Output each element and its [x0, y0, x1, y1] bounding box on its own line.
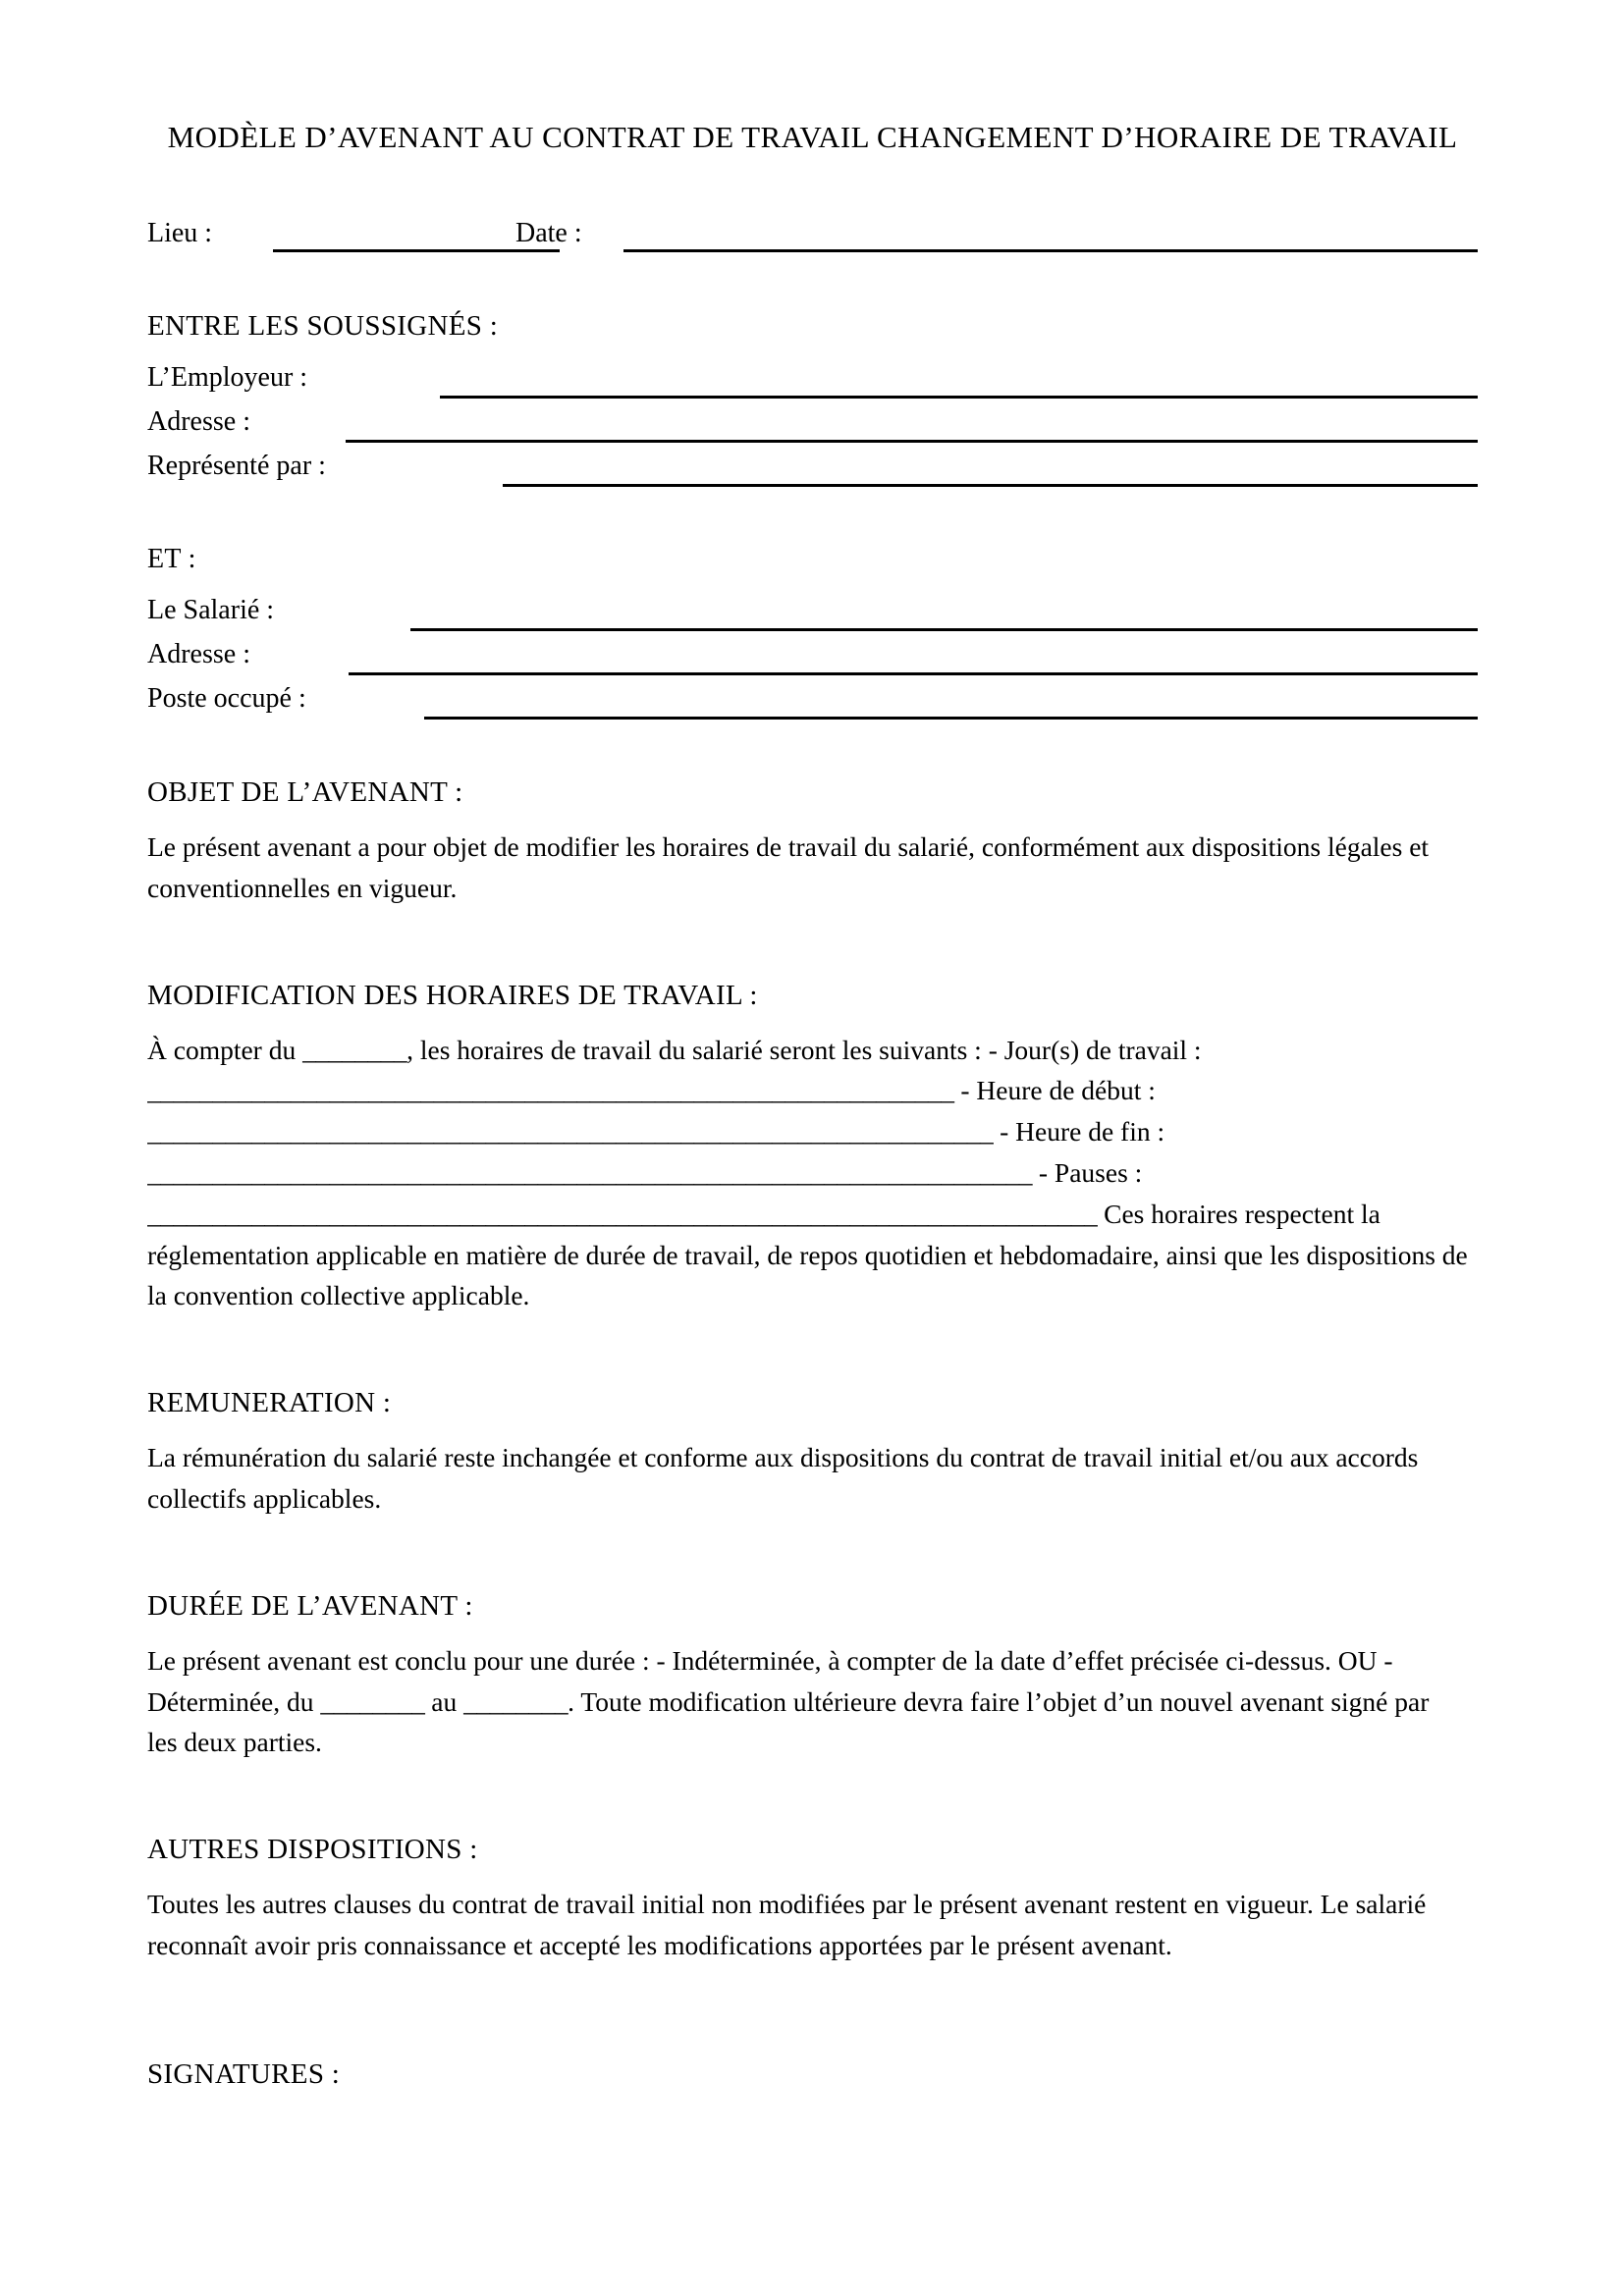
- pauses-value-line: [147, 1194, 1478, 1235]
- employee-name-label: Le Salarié :: [147, 595, 275, 626]
- employee-address-input-rule[interactable]: [349, 672, 1478, 675]
- modification-intro-line: [147, 1030, 1478, 1071]
- employer-representative-label: Représenté par :: [147, 451, 326, 482]
- employer-representative-input-rule[interactable]: [503, 484, 1478, 487]
- heure-debut-blank[interactable]: _________________________________________________________________: [147, 1116, 994, 1148]
- autres-dispositions-heading: AUTRES DISPOSITIONS :: [147, 1834, 478, 1866]
- heure-debut-line: [147, 1070, 1478, 1111]
- duree-body-line2: [147, 1682, 1478, 1723]
- modification-intro-suffix: , les horaires de travail du salarié seront les suivants : - Jour(s) de travail :: [406, 1034, 1202, 1065]
- pauses-line: [147, 1152, 1478, 1194]
- objet-body: Le présent avenant a pour objet de modifier les horaires de travail du salarié, conformément aux dispositions légales et conventionnelles en vigueur.: [147, 831, 1430, 903]
- pauses-blank[interactable]: _________________________________________________________________________: [147, 1198, 1098, 1229]
- duree-end-date-blank[interactable]: ________: [463, 1685, 568, 1717]
- modification-date-blank[interactable]: ________: [302, 1034, 407, 1065]
- employer-name-input-rule[interactable]: [440, 396, 1478, 399]
- employer-name-label: L’Employeur :: [147, 362, 308, 394]
- page-title: MODÈLE D’AVENANT AU CONTRAT DE TRAVAIL CHANGEMENT D’HORAIRE DE TRAVAIL: [167, 120, 1458, 154]
- employer-address-label: Adresse :: [147, 406, 250, 438]
- heure-fin-blank[interactable]: ____________________________________________________________________: [147, 1157, 1032, 1188]
- heure-fin-line: [147, 1111, 1478, 1152]
- employee-address-label: Adresse :: [147, 639, 250, 670]
- employee-name-input-rule[interactable]: [410, 628, 1478, 631]
- duree-body-line1: [147, 1640, 1478, 1682]
- lieu-input-rule[interactable]: [273, 249, 560, 252]
- employer-address-input-rule[interactable]: [346, 440, 1478, 443]
- employer-address-row: [147, 406, 1478, 451]
- employee-position-label: Poste occupé :: [147, 683, 306, 715]
- employer-representative-row: [147, 451, 1478, 495]
- et-label: ET :: [147, 544, 196, 575]
- date-label: Date :: [515, 218, 582, 249]
- duree-line2-suffix: . Toute modification ultérieure devra faire l’objet d’un nouvel avenant signé par: [568, 1685, 1430, 1717]
- duree-start-date-blank[interactable]: ________: [320, 1685, 425, 1717]
- document-content: [147, 0, 1478, 2089]
- pauses-label: - Pauses :: [1032, 1157, 1143, 1188]
- objet-heading: OBJET DE L’AVENANT :: [147, 776, 463, 809]
- jours-travail-blank[interactable]: ______________________________________________________________: [147, 1075, 954, 1106]
- modification-heading: MODIFICATION DES HORAIRES DE TRAVAIL :: [147, 979, 758, 1011]
- remuneration-heading: REMUNERATION :: [147, 1387, 392, 1419]
- autres-dispositions-body: Toutes les autres clauses du contrat de travail initial non modifiées par le présent avenant restent en vigueur. Le salarié reconnaît avoir pris connaissance et accepté les modifications apportées par le présent avenant.: [147, 1889, 1427, 1960]
- duree-line2-prefix: Déterminée, du: [147, 1685, 321, 1717]
- employee-name-row: [147, 595, 1478, 639]
- employee-position-row: [147, 683, 1478, 727]
- parties-heading: ENTRE LES SOUSSIGNÉS :: [147, 310, 499, 343]
- lieu-date-row: [147, 218, 1478, 261]
- employee-address-row: [147, 639, 1478, 683]
- duree-heading: DURÉE DE L’AVENANT :: [147, 1589, 473, 1622]
- horaires-respectent-text: Ces horaires respectent la: [1097, 1198, 1380, 1229]
- employee-position-input-rule[interactable]: [424, 717, 1478, 720]
- date-input-rule[interactable]: [623, 249, 1478, 252]
- duree-body-line3: [147, 1722, 1478, 1763]
- signatures-heading: SIGNATURES :: [147, 2057, 341, 2090]
- modification-intro-prefix: À compter du: [147, 1034, 303, 1065]
- employer-name-row: [147, 362, 1478, 406]
- duree-line3-text: les deux parties.: [147, 1727, 322, 1758]
- lieu-label: Lieu :: [147, 218, 213, 249]
- heure-debut-label: - Heure de début :: [953, 1075, 1156, 1106]
- duree-line1-text: Le présent avenant est conclu pour une durée : - Indéterminée, à compter de la date d’effet précisée ci-dessus. OU -: [147, 1644, 1393, 1676]
- modification-body-rest: réglementation applicable en matière de durée de travail, de repos quotidien et hebdomadaire, ainsi que les dispositions de la convention collective applicable.: [147, 1239, 1468, 1311]
- remuneration-body: La rémunération du salarié reste inchangée et conforme aux dispositions du contrat de travail initial et/ou aux accords collectifs applicables.: [147, 1442, 1419, 1514]
- duree-line2-middle: au: [424, 1685, 464, 1717]
- heure-fin-label: - Heure de fin :: [993, 1116, 1165, 1148]
